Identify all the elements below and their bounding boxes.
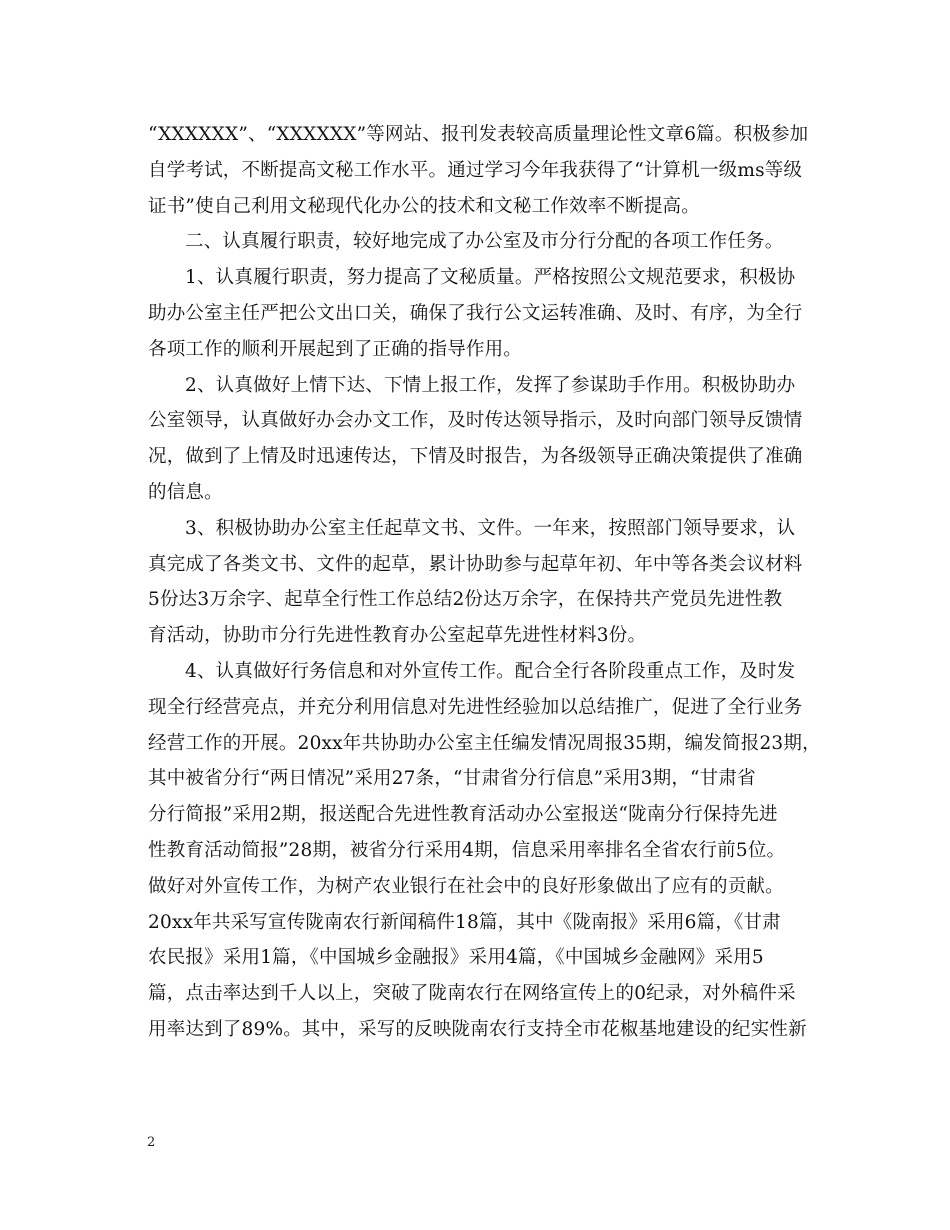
text-line: 1、认真履行职责，努力提高了文秘质量。严格按照公文规范要求，积极协 (185, 267, 796, 289)
text-line: 育活动，协助市分行先进性教育办公室起草先进性材料3份。 (148, 625, 647, 647)
text-line: 经营工作的开展。20xx年共协助办公室主任编发情况周报35期，编发简报23期， (148, 732, 821, 754)
text-line: 证书”使自己利用文秘现代化办公的技术和文秘工作效率不断提高。 (148, 195, 700, 217)
text-line: 各项工作的顺利开展起到了正确的指导作用。 (148, 338, 523, 360)
section-heading: 二、认真履行职责，较好地完成了办公室及市分行分配的各项工作任务。 (185, 231, 784, 253)
text-line: 4、认真做好行务信息和对外宣传工作。配合全行各阶段重点工作，及时发 (185, 660, 796, 682)
text-line: 3、积极协助办公室主任起草文书、文件。一年来，按照部门领导要求，认 (185, 517, 796, 539)
text-line: 用率达到了89%。其中，采写的反映陇南农行支持全市花椒基地建设的纪实性新 (148, 1018, 807, 1040)
text-line: 性教育活动简报”28期，被省分行采用4期，信息采用率排名全省农行前5位。 (148, 839, 786, 861)
text-line: “XXXXXX”、“XXXXXX”等网站、报刊发表较高质量理论性文章6篇。积极参加 (148, 124, 809, 145)
text-line: 的信息。 (148, 481, 223, 503)
text-line: 况，做到了上情及时迅速传达，下情及时报告，为各级领导正确决策提供了准确 (148, 446, 803, 468)
text-line: 做好对外宣传工作，为树产农业银行在社会中的良好形象做出了应有的贡献。 (148, 875, 784, 897)
text-line: 篇，点击率达到千人以上，突破了陇南农行在网络宣传上的0纪录，对外稿件采 (148, 983, 796, 1005)
text-line: 分行简报”采用2期，报送配合先进性教育活动办公室报送“陇南分行保持先进 (148, 804, 778, 826)
text-line: 现全行经营亮点，并充分利用信息对先进性经验加以总结推广，促进了全行业务 (148, 696, 803, 718)
text-line: 2、认真做好上情下达、下情上报工作，发挥了参谋助手作用。积极协助办 (185, 374, 796, 396)
text-line: 其中被省分行“两日情况”采用27条，“甘肃省分行信息”采用3期，“甘肃省 (148, 768, 756, 790)
text-line: 真完成了各类文书、文件的起草，累计协助参与起草年初、年中等各类会议材料 (148, 553, 803, 575)
text-line: 20xx年共采写宣传陇南农行新闻稿件18篇，其中《陇南报》采用6篇，《甘肃 (148, 911, 781, 933)
text-line: 公室领导，认真做好办会办文工作，及时传达领导指示，及时向部门领导反馈情 (148, 410, 803, 432)
page-number: 2 (147, 1135, 156, 1150)
text-line: 自学考试，不断提高文秘工作水平。通过学习今年我获得了“计算机一级ms等级 (148, 159, 803, 181)
document-body (148, 117, 821, 1048)
text-line: 农民报》采用1篇，《中国城乡金融报》采用4篇，《中国城乡金融网》采用5 (148, 947, 764, 969)
text-line: 5份达3万余字、起草全行性工作总结2份达万余字，在保持共产党员先进性教 (148, 589, 783, 611)
text-line: 助办公室主任严把公文出口关，确保了我行公文运转准确、及时、有序，为全行 (148, 302, 803, 324)
